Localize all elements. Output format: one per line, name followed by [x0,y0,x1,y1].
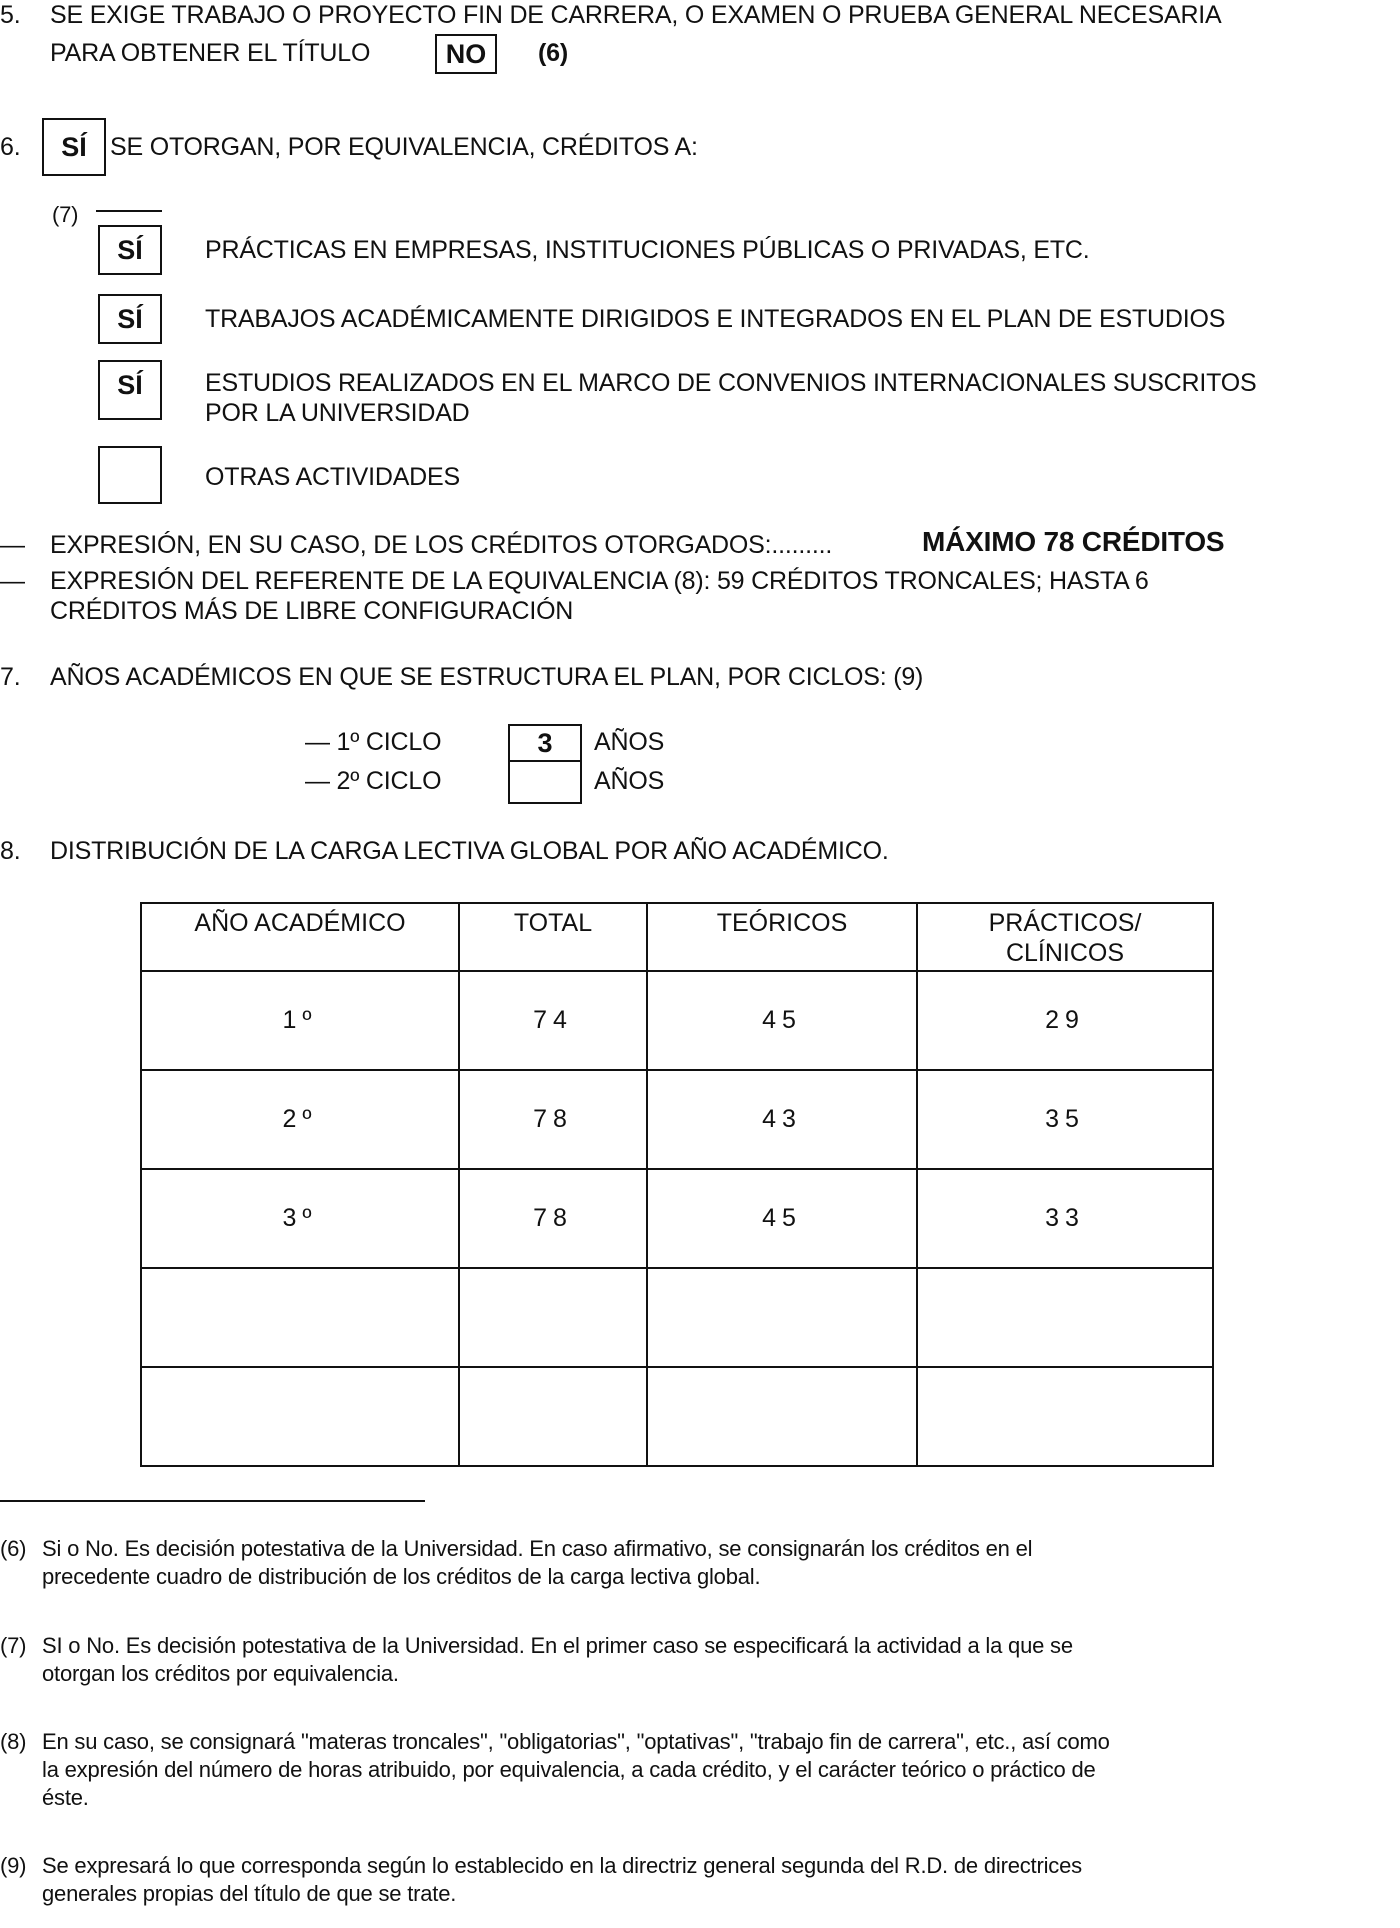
cycle-2-unit: AÑOS [594,767,665,795]
footnote-line: generales propias del título de que se trate. [42,1881,457,1906]
option-1-text: PRÁCTICAS EN EMPRESAS, INSTITUCIONES PÚBLICAS O PRIVADAS, ETC. [205,236,1090,264]
item-7-text: AÑOS ACADÉMICOS EN QUE SE ESTRUCTURA EL PLAN, POR CICLOS: (9) [50,663,924,691]
credits-label: EXPRESIÓN, EN SU CASO, DE LOS CRÉDITOS OTORGADOS:......... [50,531,833,559]
footnote-number: (9) [0,1853,27,1878]
item-6-text: SE OTORGAN, POR EQUIVALENCIA, CRÉDITOS A: [110,133,698,161]
footnote-9 [0,1852,1395,1908]
note-leader-line [96,210,162,212]
referent-line1: EXPRESIÓN DEL REFERENTE DE LA EQUIVALENCIA (8): 59 CRÉDITOS TRONCALES; HASTA 6 [50,567,1149,595]
footnote-7 [0,1632,1395,1688]
footnote-line: Si o No. Es decisión potestativa de la Universidad. En caso afirmativo, se consignarán los créditos en el [42,1536,1033,1561]
table-row [141,1268,1213,1367]
cell-total: 78 [459,1070,647,1169]
footnote-number: (7) [0,1633,27,1658]
item-8-text: DISTRIBUCIÓN DE LA CARGA LECTIVA GLOBAL POR AÑO ACADÉMICO. [50,837,889,865]
cell-practical [917,1268,1213,1367]
item-5-text-line1: SE EXIGE TRABAJO O PROYECTO FIN DE CARRERA, O EXAMEN O PRUEBA GENERAL NECESARIA [50,1,1222,29]
option-3-text-line2: POR LA UNIVERSIDAD [205,399,470,427]
cell-total: 78 [459,1169,647,1268]
item-6-number: 6. [0,133,21,161]
table-row [141,1169,1213,1268]
footnote-number: (8) [0,1729,27,1754]
cell-theoretical: 43 [647,1070,917,1169]
header-year: AÑO ACADÉMICO [141,903,459,971]
footnote-line: otorgan los créditos por equivalencia. [42,1661,399,1686]
item-6-answer-box: SÍ [42,118,106,176]
header-theoretical: TEÓRICOS [647,903,917,971]
table-row [141,1367,1213,1466]
item-8-number: 8. [0,837,21,865]
item-5-note: (6) [538,39,568,67]
table-header-row [141,903,1213,971]
cell-practical: 29 [917,971,1213,1070]
item-5-number: 5. [0,1,21,29]
cell-year: 1º [141,971,459,1070]
cycle-2-label: — 2º CICLO [305,767,442,795]
item-7-number: 7. [0,663,21,691]
cell-year: 2º [141,1070,459,1169]
cell-year: 3º [141,1169,459,1268]
cell-theoretical: 45 [647,971,917,1070]
option-3-text-line1: ESTUDIOS REALIZADOS EN EL MARCO DE CONVENIOS INTERNACIONALES SUSCRITOS [205,369,1257,397]
cell-theoretical [647,1268,917,1367]
referent-line2: CRÉDITOS MÁS DE LIBRE CONFIGURACIÓN [50,597,574,625]
option-2-box: SÍ [98,294,162,344]
footnote-line: En su caso, se consignará "materas troncales", "obligatorias", "optativas", "trabajo fin de carrera", etc., así como [42,1729,1110,1754]
option-2-text: TRABAJOS ACADÉMICAMENTE DIRIGIDOS E INTEGRADOS EN EL PLAN DE ESTUDIOS [205,305,1226,333]
header-practical [917,903,1213,971]
cycle-1-label: — 1º CICLO [305,728,442,756]
footnote-line: éste. [42,1785,89,1810]
cell-total [459,1268,647,1367]
cell-theoretical [647,1367,917,1466]
option-4-text: OTRAS ACTIVIDADES [205,463,460,491]
header-total: TOTAL [459,903,647,971]
cycle-2-years-box [508,760,582,804]
credit-load-table [140,902,1214,1467]
cell-total [459,1367,647,1466]
item-5-answer-box: NO [435,34,497,74]
header-practical-line1: PRÁCTICOS/ [988,909,1142,937]
cycle-1-years-box: 3 [508,724,582,762]
table-row [141,1070,1213,1169]
cell-practical [917,1367,1213,1466]
cell-year [141,1367,459,1466]
footnote-line: Se expresará lo que corresponda según lo establecido en la directriz general segunda del R.D. de directrices [42,1853,1082,1878]
footnote-8 [0,1728,1395,1812]
cell-total: 74 [459,971,647,1070]
footnote-line: SI o No. Es decisión potestativa de la Universidad. En el primer caso se especificará la actividad a la que se [42,1633,1073,1658]
table-row [141,971,1213,1070]
footnote-line: la expresión del número de horas atribuido, por equivalencia, a cada crédito, y el carácter teórico o práctico de [42,1757,1096,1782]
cycle-1-unit: AÑOS [594,728,665,756]
header-practical-line2: CLÍNICOS [1005,939,1125,967]
credits-value: MÁXIMO 78 CRÉDITOS [922,526,1225,557]
footnote-separator [0,1500,425,1502]
option-3-box: SÍ [98,360,162,420]
item-6-note: (7) [52,202,79,227]
dash-bullet: — [0,567,25,595]
footnote-number: (6) [0,1536,27,1561]
cell-practical: 33 [917,1169,1213,1268]
item-5-text-line2: PARA OBTENER EL TÍTULO [50,39,371,67]
cell-year [141,1268,459,1367]
cell-theoretical: 45 [647,1169,917,1268]
option-4-box [98,446,162,504]
footnote-6 [0,1535,1395,1591]
option-1-box: SÍ [98,225,162,275]
cell-practical: 35 [917,1070,1213,1169]
footnote-line: precedente cuadro de distribución de los créditos de la carga lectiva global. [42,1564,761,1589]
dash-bullet: — [0,531,25,559]
